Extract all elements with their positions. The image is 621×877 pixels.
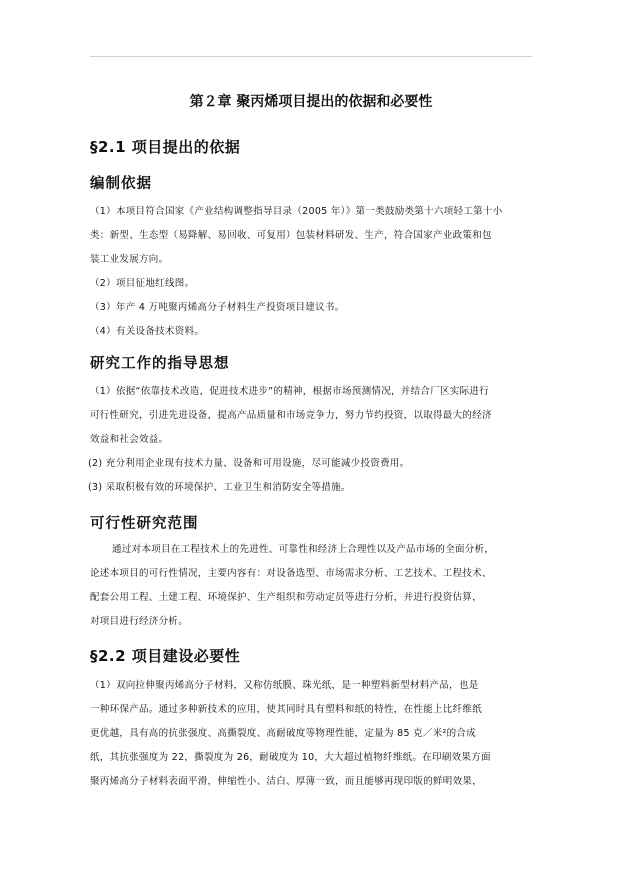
header-rule [90, 56, 532, 57]
list-item: (3) 采取积极有效的环境保护、工业卫生和消防安全等措施。 [88, 482, 351, 493]
text-line: 纸，其抗张强度为 22，撕裂度为 26，耐破度为 10，大大超过植物纤维纸。在印刷效果方面 [90, 752, 491, 763]
list-item: (2) 充分利用企业现有技术力量、设备和可用设施，尽可能减少投资费用。 [88, 458, 410, 469]
guiding-paragraph-1 [90, 380, 542, 452]
list-item: （2）项目征地红线图。 [90, 278, 195, 289]
text-line: 更优越，具有高的抗张强度、高撕裂度、高耐破度等物理性能，定量为 85 克／米²的合成 [90, 728, 477, 739]
text-line: 配套公用工程、土建工程、环境保护、生产组织和劳动定员等进行分析，并进行投资估算， [90, 592, 483, 603]
scope-paragraph [90, 538, 542, 634]
text-line: （1）本项目符合国家《产业结构调整指导目录（2005 年）》第一类鼓励类第十六项轻工第十小 [90, 206, 503, 217]
guiding-list [88, 452, 540, 500]
text-line: 聚丙烯高分子材料表面平滑，伸缩性小、洁白、厚薄一致，而且能够再现印版的鲜明效果， [90, 776, 483, 787]
text-line: 类：新型、生态型（易降解、易回收、可复用）包装材料研发、生产，符合国家产业政策和包 [90, 230, 492, 241]
heading-basis: 编制依据 [90, 176, 152, 192]
basis-list [90, 272, 542, 344]
text-line: 装工业发展方向。 [90, 254, 169, 265]
text-line: （1）双向拉伸聚丙烯高分子材料，又称仿纸膜、珠光纸，是一种塑料新型材料产品，也是 [90, 680, 479, 691]
heading-scope: 可行性研究范围 [90, 516, 199, 532]
chapter-title: 第２章 聚丙烯项目提出的依据和必要性 [189, 94, 433, 110]
necessity-paragraph [90, 674, 542, 794]
text-line: （1）依据“依靠技术改造，促进技术进步”的精神，根据市场预测情况，并结合厂区实际进行 [90, 386, 489, 397]
section-title-2-2: §2.2 项目建设必要性 [90, 647, 241, 665]
text-line: 对项目进行经济分析。 [90, 616, 189, 627]
text-line: 通过对本项目在工程技术上的先进性、可靠性和经济上合理性以及产品市场的全面分析， [112, 544, 495, 555]
section-title-2-1: §2.1 项目提出的依据 [90, 138, 241, 156]
text-line: 论述本项目的可行性情况，主要内容有：对设备选型、市场需求分析、工艺技术、工程技术、 [90, 568, 492, 579]
text-line: 可行性研究，引进先进设备，提高产品质量和市场竞争力，努力节约投资，以取得最大的经济 [90, 410, 492, 421]
basis-paragraph-1 [90, 200, 542, 272]
list-item: （3）年产 4 万吨聚丙烯高分子材料生产投资项目建议书。 [90, 302, 345, 313]
heading-guiding: 研究工作的指导思想 [90, 356, 230, 372]
list-item: （4）有关设备技术资料。 [90, 326, 205, 337]
text-line: 效益和社会效益。 [90, 434, 169, 445]
text-line: 一种环保产品。通过多种新技术的应用，使其同时具有塑料和纸的特性，在性能上比纤维纸 [90, 704, 483, 715]
